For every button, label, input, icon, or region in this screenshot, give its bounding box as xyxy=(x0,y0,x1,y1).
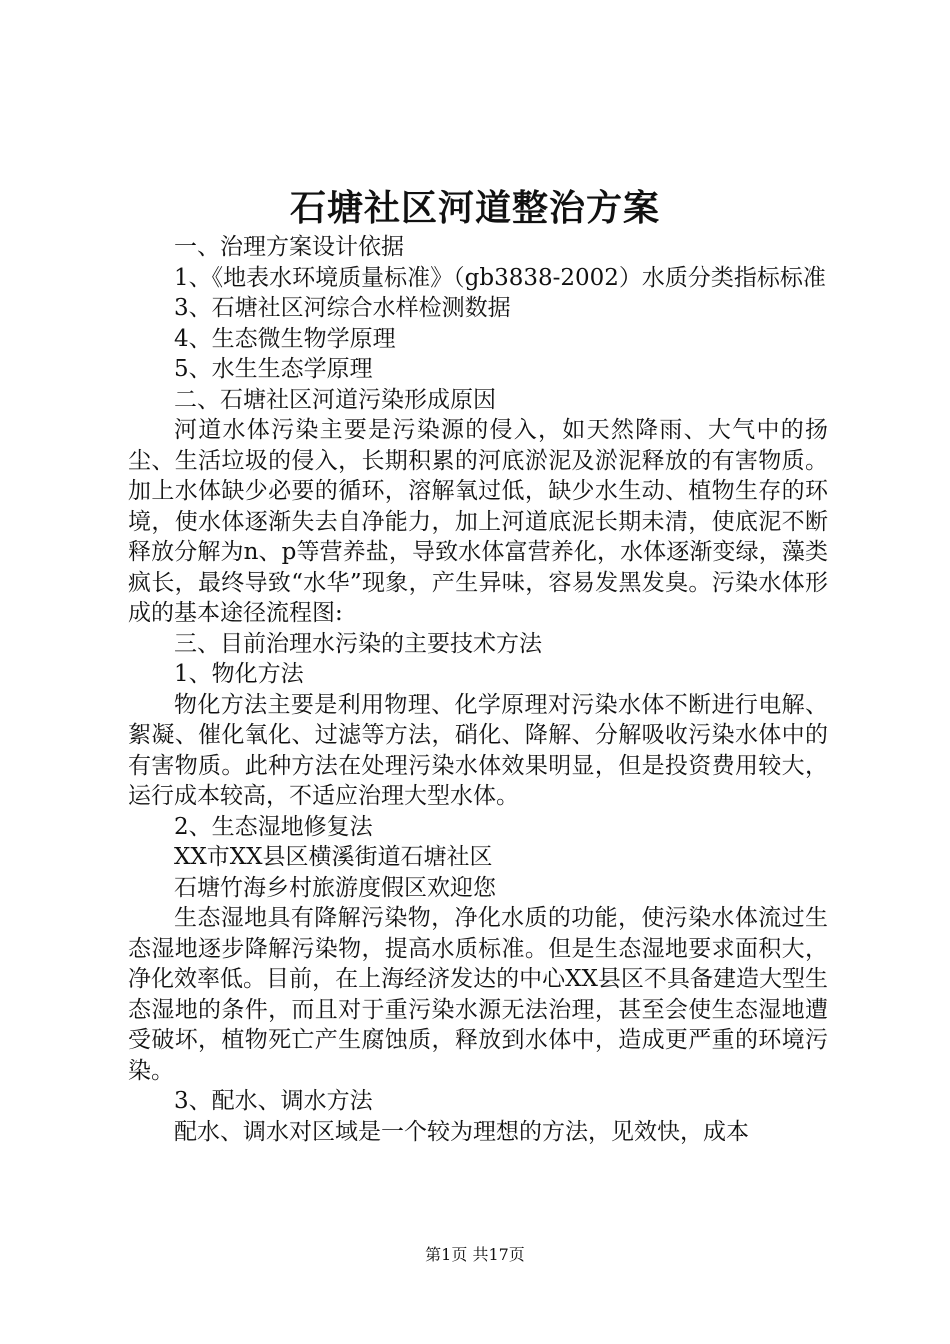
body-line: XX市XX县区横溪街道石塘社区 xyxy=(174,844,493,870)
section-heading: 一、治理方案设计依据 xyxy=(174,234,404,260)
body-paragraph: 物化方法主要是利用物理、化学原理对污染水体不断进行电解、絮凝、催化氧化、过滤等方法，硝化、降解、分解吸收污染水体中的有害物质。此种方法在处理污染水体效果明显，但是投资费用较大，运行成本较高，不适应治理大型水体。 xyxy=(128,691,828,809)
body-paragraph: 河道水体污染主要是污染源的侵入，如天然降雨、大气中的扬尘、生活垃圾的侵入，长期积累的河底淤泥及淤泥释放的有害物质。加上水体缺少必要的循环，溶解氧过低，缺少水生动、植物生存的环境，使水体逐渐失去自净能力，加上河道底泥长期未清，使底泥不断释放分解为n、p等营养盐，导致水体富营养化，水体逐渐变绿，藻类疯长，最终导致“水华”现象，产生异味，容易发黑发臭。污染水体形成的基本途径流程图: xyxy=(128,417,828,626)
subsection-heading: 2、生态湿地修复法 xyxy=(174,813,373,840)
list-item: 5、水生生态学原理 xyxy=(174,356,373,382)
body-paragraph: 生态湿地具有降解污染物，净化水质的功能，使污染水体流过生态湿地逐步降解污染物，提高水质标准。但是生态湿地要求面积大，净化效率低。目前，在上海经济发达的中心XX县区不具备建造大型生态湿地的条件，而且对于重污染水源无法治理，甚至会使生态湿地遭受破坏，植物死亡产生腐蚀质，释放到水体中，造成更严重的环境污染。 xyxy=(128,905,828,1084)
body-line: 石塘竹海乡村旅游度假区欢迎您 xyxy=(174,874,496,901)
subsection-heading: 3、配水、调水方法 xyxy=(174,1088,373,1114)
document-body xyxy=(128,232,828,1147)
body-paragraph: 配水、调水对区域是一个较为理想的方法，见效快，成本 xyxy=(174,1118,749,1145)
list-item: 4、生态微生物学原理 xyxy=(174,325,396,352)
section-heading: 二、石塘社区河道污染形成原因 xyxy=(174,386,496,413)
page-footer: 第1页 共17页 xyxy=(425,1245,525,1264)
subsection-heading: 1、物化方法 xyxy=(174,661,304,687)
document-title: 石塘社区河道整治方案 xyxy=(289,187,660,229)
list-item: 1、《地表水环境质量标准》（gb3838-2002）水质分类指标标准 xyxy=(174,264,826,291)
section-heading: 三、目前治理水污染的主要技术方法 xyxy=(174,630,542,657)
list-item: 3、石塘社区河综合水样检测数据 xyxy=(174,295,511,321)
